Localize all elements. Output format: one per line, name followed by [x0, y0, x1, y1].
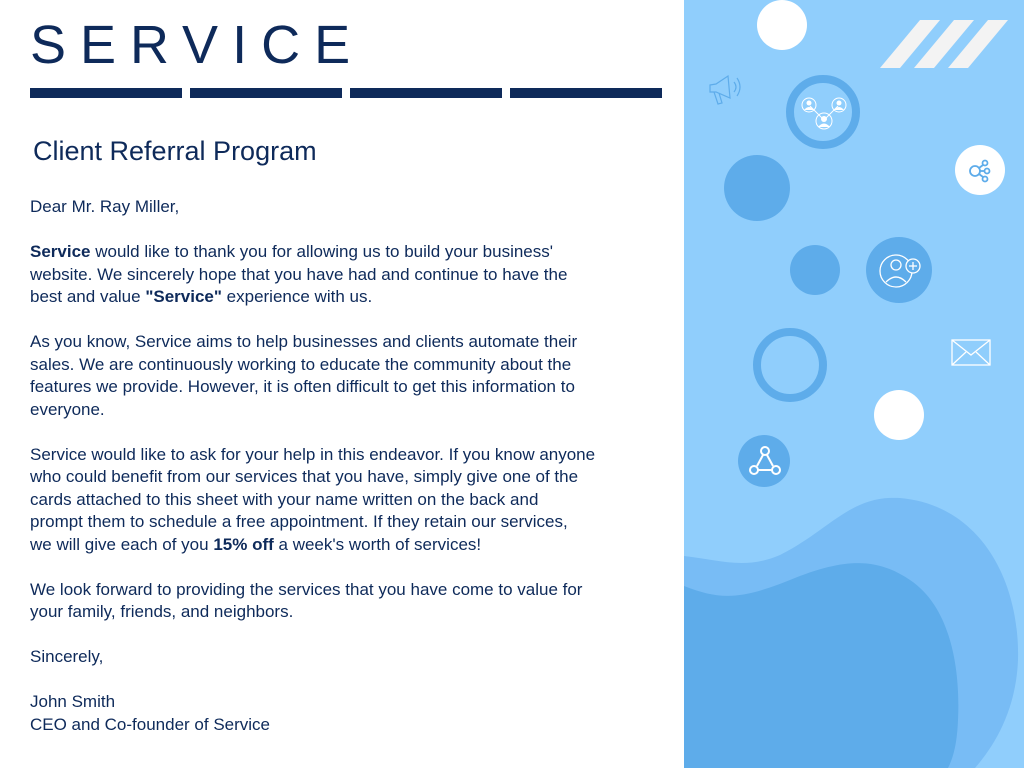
letter-line	[30, 646, 595, 669]
text: As you know, Service aims to help businesses and clients automate their	[30, 332, 578, 351]
letter-line	[30, 399, 595, 422]
letter-paragraph	[30, 646, 595, 669]
text: CEO and Co-founder of Service	[30, 714, 271, 734]
letter-paragraph	[30, 196, 595, 219]
bold-text: Service	[30, 242, 91, 261]
letter-line	[30, 196, 595, 219]
letter-line	[30, 579, 595, 602]
letter-line	[30, 691, 595, 714]
letter-line	[30, 601, 595, 624]
letter-line	[30, 286, 595, 309]
text: experience with us.	[221, 287, 373, 306]
letter-line	[30, 714, 595, 737]
letter-line	[30, 241, 595, 264]
brand-title: SERVICE	[30, 15, 365, 75]
text: would like to thank you for allowing us to build your business'	[90, 242, 554, 261]
header-divider	[30, 88, 662, 98]
text: Service would like to ask for your help in this endeavor. If you know anyone	[30, 444, 596, 464]
letter-line	[30, 534, 595, 557]
text: your family, friends, and neighbors.	[30, 602, 294, 621]
letter-paragraph	[30, 579, 595, 624]
stripes-logo	[880, 20, 1008, 68]
letter-paragraph	[30, 691, 595, 736]
letter-line	[30, 489, 595, 512]
letter-paragraph	[30, 444, 595, 557]
megaphone-icon	[710, 76, 740, 104]
letter-line	[30, 466, 595, 489]
text: a week's worth of services!	[273, 534, 482, 554]
text: website. We sincerely hope that you have had and continue to have the	[30, 264, 568, 284]
text: everyone.	[30, 399, 105, 419]
text: We look forward to providing the services that you have come to value for	[30, 579, 583, 599]
text: features we provide. However, it is often difficult to get this information to	[30, 377, 575, 396]
bold-text: 15% off	[213, 534, 274, 554]
text: we will give each of you	[30, 534, 214, 554]
bold-text: "Service"	[145, 287, 222, 306]
letter-body	[30, 196, 595, 759]
text: sales. We are continuously working to educate the community about the	[30, 354, 572, 374]
letter-line	[30, 511, 595, 534]
letter-line	[30, 264, 595, 287]
letter-paragraph	[30, 241, 595, 309]
text: best and value	[30, 287, 146, 306]
referral-network-icon	[802, 98, 846, 129]
text: prompt them to schedule a free appointment. If they retain our services,	[30, 512, 568, 531]
text: who could benefit from our services that you have, simply give one of the	[30, 467, 579, 486]
letter-line	[30, 331, 595, 354]
decorative-panel	[684, 0, 1024, 768]
text: cards attached to this sheet with your name written on the back and	[30, 489, 539, 509]
letter-paragraph	[30, 331, 595, 421]
text: Dear Mr. Ray Miller,	[30, 197, 180, 216]
letter-line	[30, 354, 595, 377]
letter-line	[30, 444, 595, 467]
white-circle	[757, 0, 807, 50]
text: Sincerely,	[30, 647, 104, 666]
envelope-icon	[952, 340, 990, 365]
text: John Smith	[30, 692, 116, 711]
page-title: Client Referral Program	[33, 136, 317, 166]
letter-line	[30, 376, 595, 399]
